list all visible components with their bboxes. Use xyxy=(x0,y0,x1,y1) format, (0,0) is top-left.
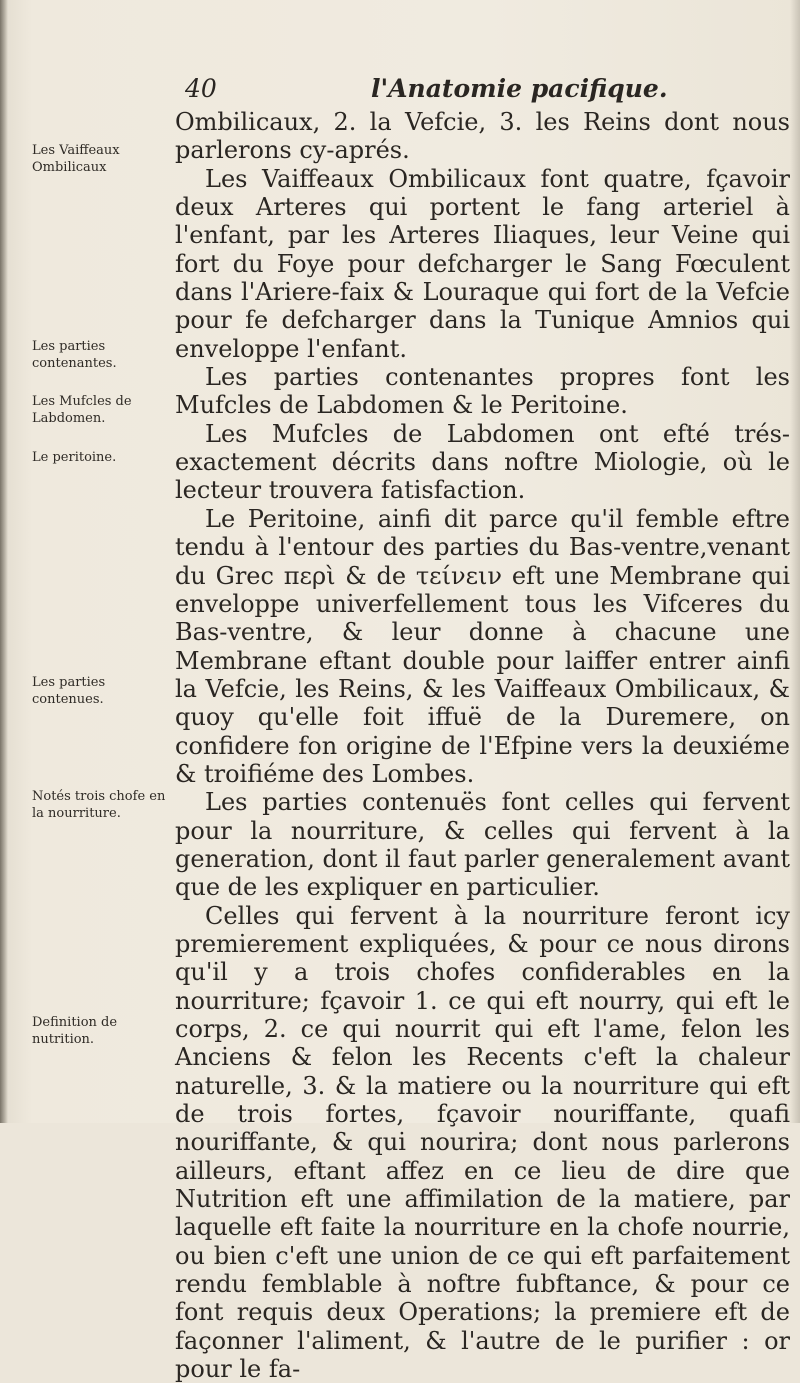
sidenote-muscles: Les Mufcles de Labdomen. xyxy=(32,394,132,426)
paragraph: Les Mufcles de Labdomen ont efté trés-exactement décrits dans noftre Miologie, où le lecteur trouvera fatisfaction. xyxy=(175,419,790,505)
paragraph: Les Vaiffeaux Ombilicaux font quatre, fçavoir deux Arteres qui portent le fang arteriel à l'enfant, par les Arteres Iliaques, leur Veine qui fort du Foye pour defcharger le Sang Fœculent dans l'Ariere-faix & Louraque qui fort de la Vefcie pour fe defcharger dans la Tunique Amnios qui enveloppe l'enfant. xyxy=(175,164,790,363)
page-header xyxy=(175,74,775,104)
sidenote-peritoine: Le peritoine. xyxy=(32,450,117,465)
sidenote-nourriture: Notés trois chofe en la nourriture. xyxy=(32,789,166,821)
page-gutter xyxy=(0,0,8,1123)
sidenote-parties-contenues: Les parties contenues. xyxy=(32,675,106,707)
paragraph: Les parties contenantes propres font les Mufcles de Labdomen & le Peritoine. xyxy=(175,363,790,420)
page-number: 40 xyxy=(185,74,217,103)
running-title: l'Anatomie pacifique. xyxy=(371,74,668,103)
paragraph: Ombilicaux, 2. la Vefcie, 3. les Reins dont nous parlerons cy-aprés. xyxy=(175,108,790,165)
sidenote-definition: Definition de nutrition. xyxy=(32,1015,118,1047)
paragraph: Les parties contenuës font celles qui fervent pour la nourriture, & celles qui fervent à la generation, dont il faut parler generalement avant que de les expliquer en particulier. xyxy=(175,788,790,902)
page-edge xyxy=(790,0,800,1123)
sidenote-parties-contenantes: Les parties contenantes. xyxy=(32,339,117,371)
sidenote-vaisseaux: Les Vaiffeaux Ombilicaux xyxy=(32,143,120,175)
body-text xyxy=(175,108,790,1383)
paragraph: Celles qui fervent à la nourriture feront icy premierement expliquées, & pour ce nous dirons qu'il y a trois chofes confiderables en la nourriture; fçavoir 1. ce qui eft nourry, qui eft le corps, 2. ce qui nourrit qui eft l'ame, felon les Anciens & felon les Recents c'eft la chaleur naturelle, 3. & la matiere ou la nourriture qui eft de trois fortes, fçavoir nouriffante, quafi nouriffante, & qui nourira; dont nous parlerons ailleurs, eftant affez en ce lieu de dire que Nutrition eft une affimilation de la matiere, par laquelle eft faite la nourriture en la chofe nourrie, ou bien c'eft une union de ce qui eft parfaitement rendu femblable à noftre fubftance, & pour ce font requis deux Operations; la premiere eft de façonner l'aliment, & l'autre de le purifier : or pour le fa- xyxy=(175,901,790,1383)
paragraph: Le Peritoine, ainfi dit parce qu'il femble eftre tendu à l'entour des parties du Bas-ventre,venant du Grec περὶ & de τείνειν eft une Membrane qui enveloppe univerfellement tous les Vifceres du Bas-ventre, & leur donne à chacune une Membrane eftant double pour laiffer entrer ainfi la Vefcie, les Reins, & les Vaiffeaux Ombilicaux, & quoy qu'elle foit iffuë de la Duremere, on confidere fon origine de l'Efpine vers la deuxiéme & troifiéme des Lombes. xyxy=(175,504,790,788)
